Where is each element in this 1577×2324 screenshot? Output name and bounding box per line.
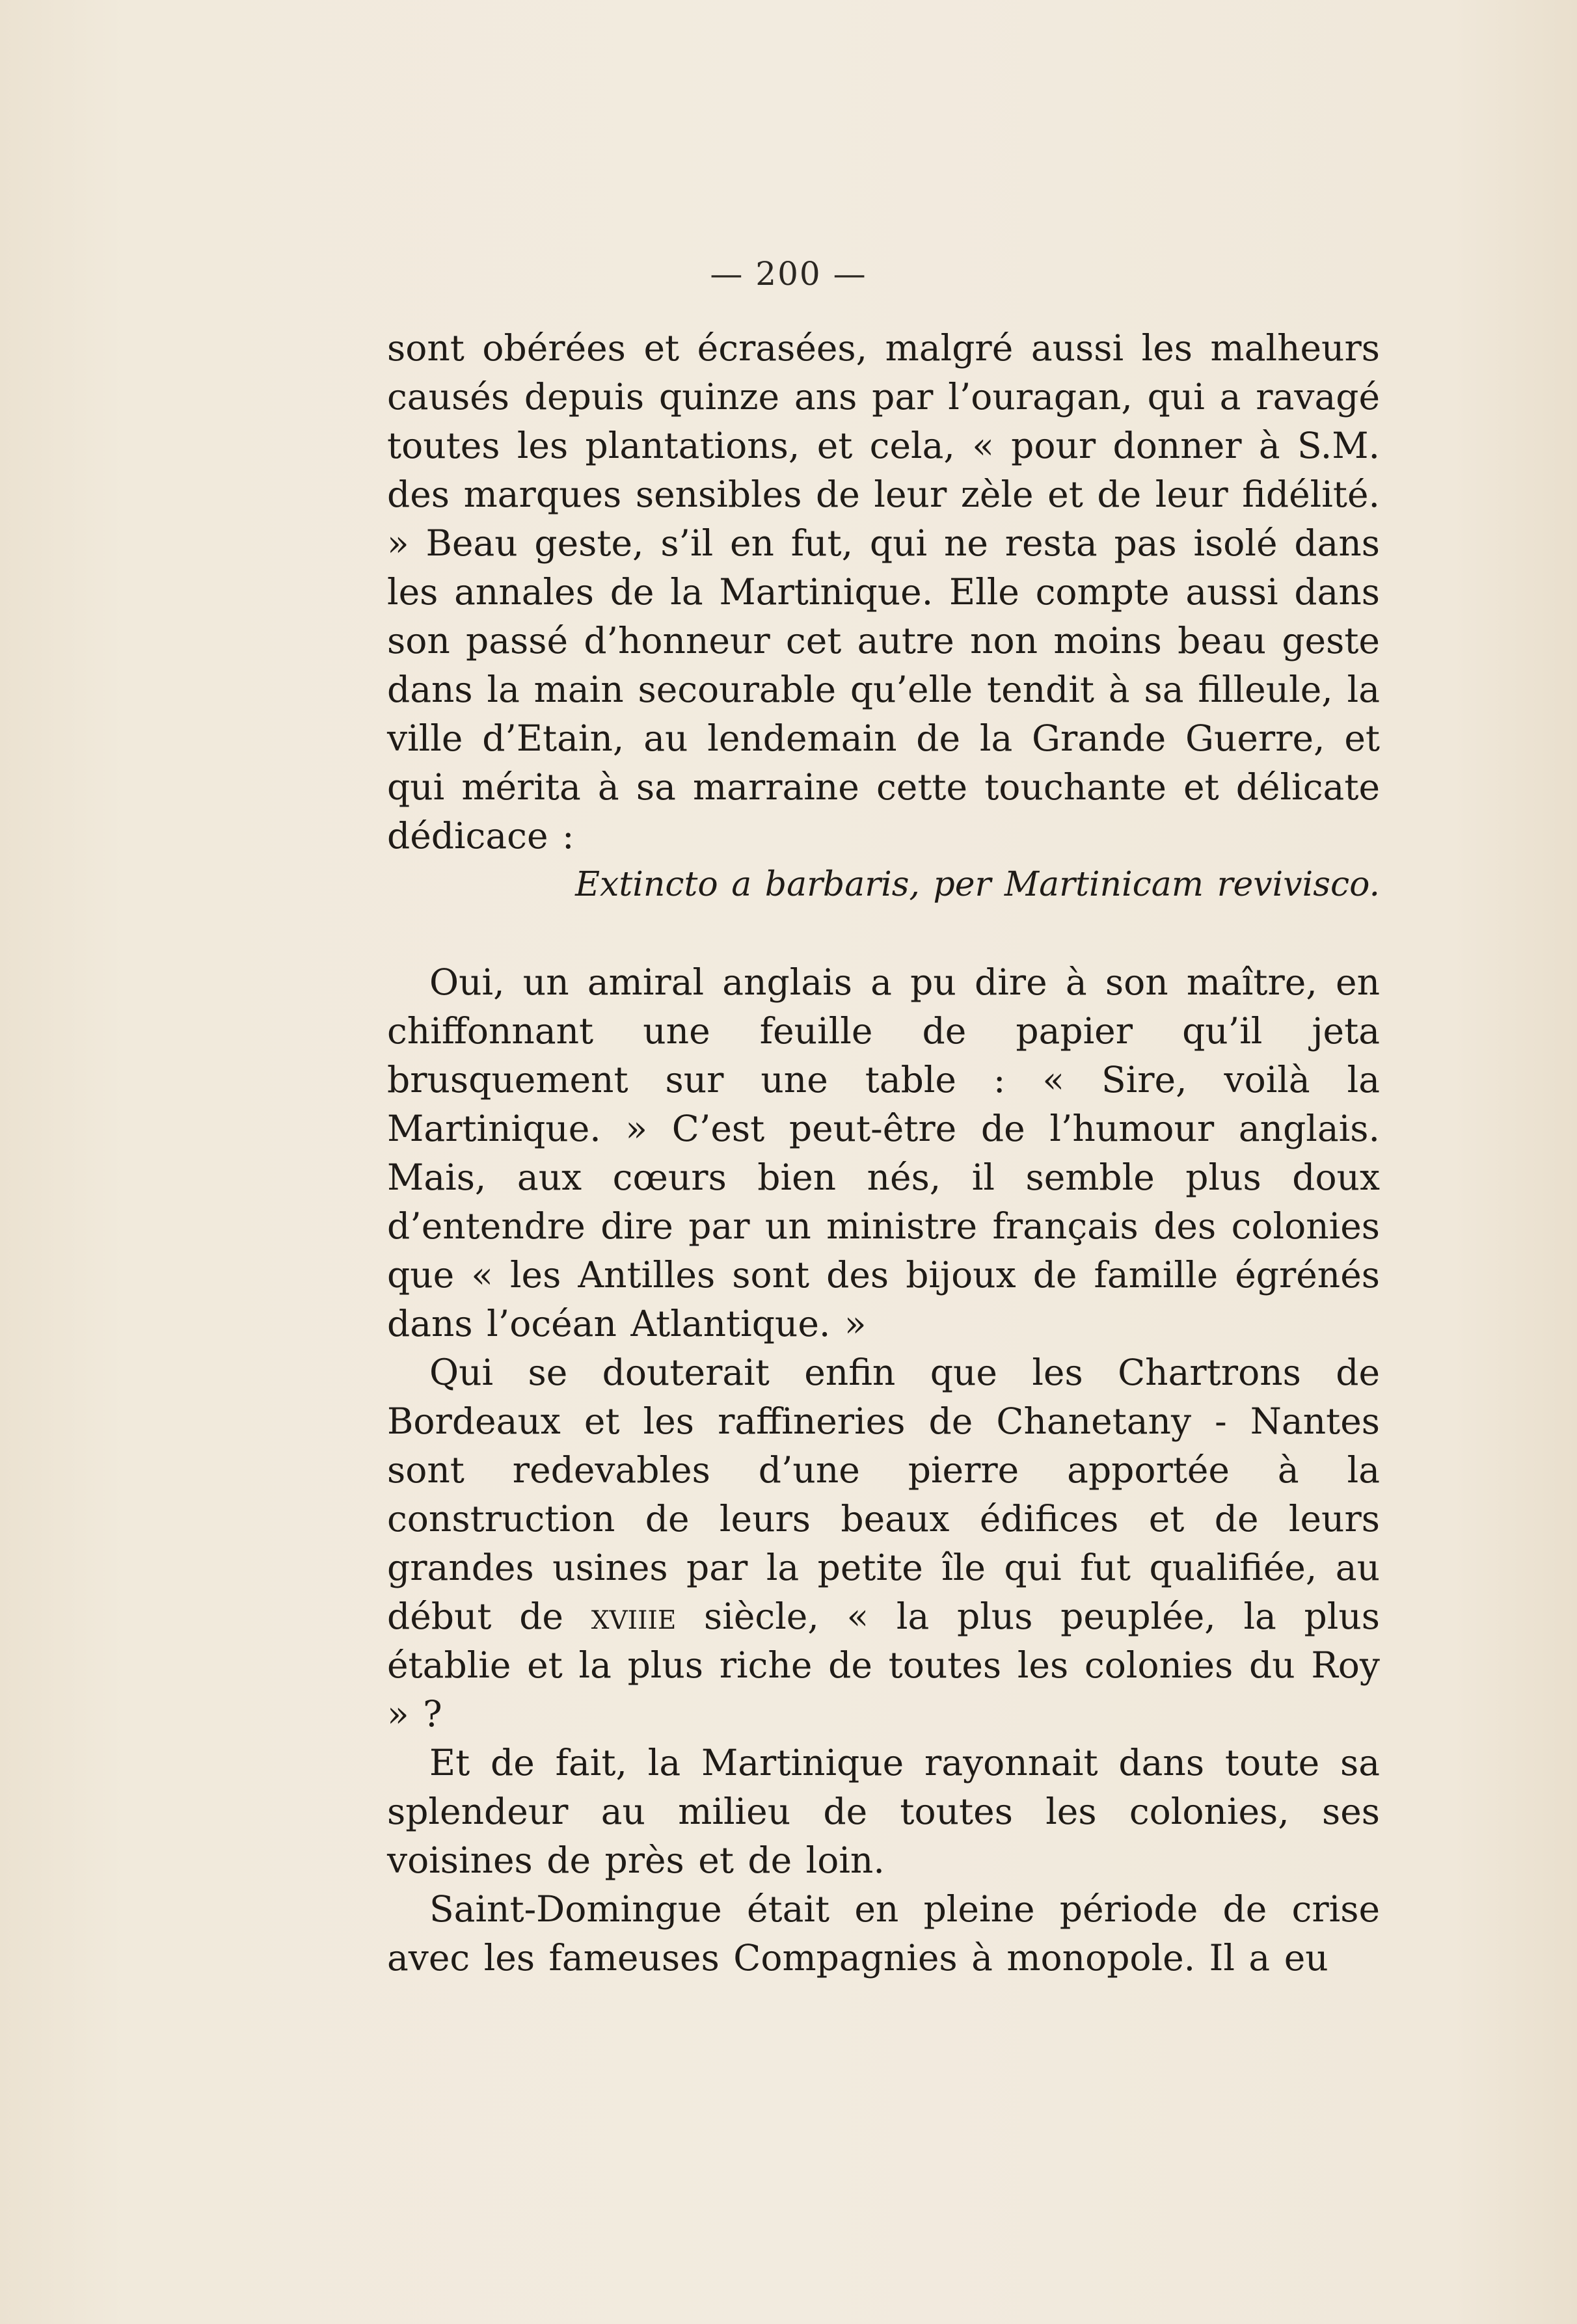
- epigraph: Extincto a barbaris, per Martinicam revivisco.: [575, 865, 1380, 904]
- paragraph-1: sont obérées et écrasées, malgré aussi les malheurs causés depuis quinze ans par l’ouragan, qui a ravagé toutes les plantations, et cela, « pour donner à S.M. des marques sensibles de leur zèle et de leur fidélité. » Beau geste, s’il en fut, qui ne resta pas isolé dans les annales de la Martinique. Elle compte aussi dans son passé d’honneur cet autre non moins beau geste dans la main secourable qu’elle tendit à sa filleule, la ville d’Etain, au lendemain de la Grande Guerre, et qui mérita à sa marraine cette touchante et délicate dédicace :: [387, 327, 1380, 857]
- paragraph-4: Et de fait, la Martinique rayonnait dans toute sa splendeur au milieu de toutes les colonies, ses voisines de près et de loin.: [387, 1742, 1380, 1881]
- paragraph-3-rest: siècle, « la plus peuplée, la plus établie et la plus riche de toutes les colonies du Roy » ?: [387, 1596, 1380, 1735]
- page-number: — 200 —: [710, 255, 867, 293]
- paragraph-5: Saint-Domingue était en pleine période de crise avec les fameuses Compagnies à monopole. Il a eu: [387, 1888, 1380, 1979]
- paragraph-3-text: Qui se douterait enfin que les Chartrons de Bordeaux et les raffineries de Chanetany - Nantes sont redevables d’une pierre apportée à la construction de leurs beaux édifices et de leurs grandes usines par la petite île qui fut qualifiée, au début de: [387, 1352, 1380, 1637]
- body-text: [387, 324, 1380, 1983]
- paragraph-2: Oui, un amiral anglais a pu dire à son maître, en chiffonnant une feuille de papier qu’il jeta brusquement sur une table : « Sire, voilà la Martinique. » C’est peut-être de l’humour anglais. Mais, aux cœurs bien nés, il semble plus doux d’entendre dire par un ministre français des colonies que « les Antilles sont des bijoux de famille égrénés dans l’océan Atlantique. »: [387, 961, 1380, 1344]
- century-mark: xviiie: [591, 1596, 677, 1637]
- paragraph-3: [387, 1348, 1380, 1739]
- section-gap: [387, 909, 1380, 958]
